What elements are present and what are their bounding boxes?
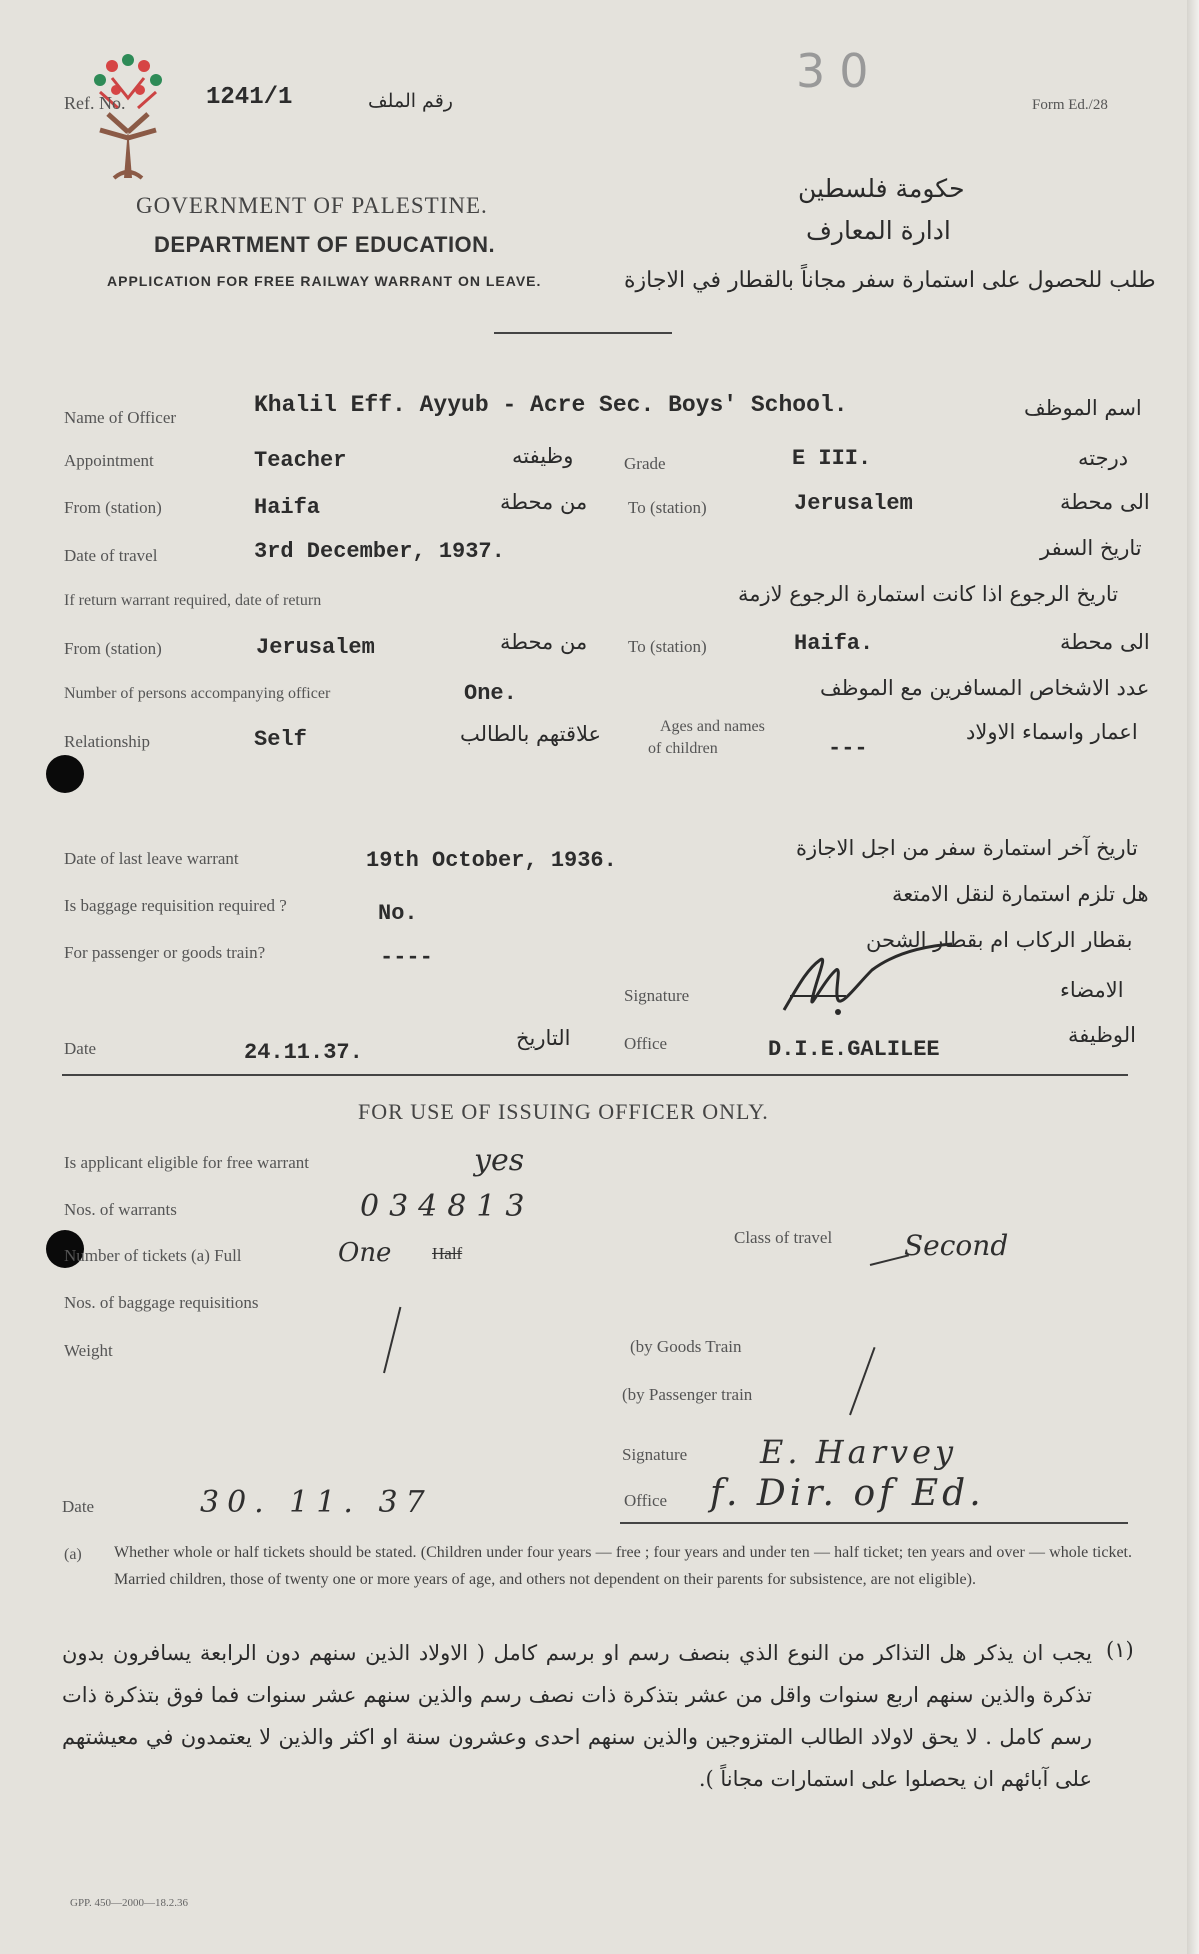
government-title: GOVERNMENT OF PALESTINE. bbox=[136, 193, 488, 218]
form-subtitle: APPLICATION FOR FREE RAILWAY WARRANT ON LEAVE. bbox=[107, 273, 542, 289]
return-to-value: Haifa. bbox=[794, 631, 874, 656]
train-value: ---- bbox=[380, 945, 433, 970]
last-warrant-value: 19th October, 1936. bbox=[366, 848, 617, 873]
last-warrant-label-ar: تاريخ آخر استمارة سفر من اجل الاجازة bbox=[796, 836, 1138, 860]
persons-label-ar: عدد الاشخاص المسافرين مع الموظف bbox=[820, 676, 1150, 700]
appointment-value: Teacher bbox=[254, 448, 347, 473]
ref-number: 1241/1 bbox=[206, 84, 293, 111]
relationship-label-ar: علاقتهم بالطالب bbox=[460, 722, 602, 746]
issuing-signature-label: Signature bbox=[622, 1445, 688, 1464]
baggage-req-label: Nos. of baggage requisitions bbox=[64, 1293, 259, 1312]
from-station-value: Haifa bbox=[254, 495, 321, 520]
applicant-signature bbox=[776, 940, 956, 1020]
name-label: Name of Officer bbox=[64, 408, 177, 427]
baggage-slash bbox=[383, 1307, 401, 1373]
return-label-ar: تاريخ الرجوع اذا كانت استمارة الرجوع لازمة bbox=[738, 582, 1119, 606]
form-subtitle-ar: طلب للحصول على استمارة سفر مجاناً بالقطار في الاجازة bbox=[624, 268, 1156, 293]
department-title-ar: ادارة المعارف bbox=[806, 216, 951, 245]
signature-label: Signature bbox=[624, 986, 690, 1005]
grade-label-ar: درجته bbox=[1078, 446, 1129, 470]
issuing-signature-value: E. Harvey bbox=[760, 1433, 958, 1471]
date-label-ar: التاريخ bbox=[516, 1026, 571, 1050]
return-from-label-ar: من محطة bbox=[500, 630, 588, 654]
issuing-office-label: Office bbox=[624, 1491, 668, 1510]
persons-label: Number of persons accompanying officer bbox=[64, 685, 331, 702]
office-label: Office bbox=[624, 1034, 668, 1053]
train-label-ar: بقطار الركاب ام بقطار الشحن bbox=[866, 928, 1133, 952]
eligible-value: yes bbox=[474, 1143, 525, 1178]
return-to-label: To (station) bbox=[628, 637, 707, 656]
baggage-value: No. bbox=[378, 901, 418, 926]
footnote-text: Whether whole or half tickets should be stated. (Children under four years — free ; four years and under ten — half ticket; ten years and over — whole ticket. Married children, those of twenty one or more years of age, and others not dependent on their parents for subsistence, are not eligible). bbox=[114, 1544, 1132, 1588]
travel-date-value: 3rd December, 1937. bbox=[254, 539, 505, 564]
baggage-label-ar: هل تلزم استمارة لنقل الامتعة bbox=[892, 882, 1149, 906]
persons-value: One. bbox=[464, 681, 517, 706]
footnote-marker-ar: (١) bbox=[1106, 1638, 1134, 1662]
footnote-marker: (a) bbox=[64, 1546, 82, 1563]
to-station-value: Jerusalem bbox=[794, 491, 913, 516]
children-label-ar: اعمار واسماء الاولاد bbox=[966, 720, 1138, 744]
date-value: 24.11.37. bbox=[244, 1040, 363, 1065]
archive-logo bbox=[78, 48, 178, 188]
return-to-label-ar: الى محطة bbox=[1060, 630, 1150, 654]
name-label-ar: اسم الموظف bbox=[1024, 396, 1142, 420]
header-divider bbox=[494, 332, 672, 334]
baggage-label: Is baggage requisition required ? bbox=[64, 896, 287, 915]
last-warrant-label: Date of last leave warrant bbox=[64, 849, 239, 868]
goods-label: (by Goods Train bbox=[630, 1337, 742, 1356]
tickets-value: One bbox=[338, 1238, 392, 1268]
signature-label-ar: الامضاء bbox=[1060, 978, 1124, 1002]
relationship-label: Relationship bbox=[64, 732, 150, 751]
tickets-half: Half bbox=[432, 1244, 463, 1263]
weight-label: Weight bbox=[64, 1341, 113, 1360]
from-station-label-ar: من محطة bbox=[500, 490, 588, 514]
issuing-divider bbox=[620, 1522, 1128, 1524]
name-value: Khalil Eff. Ayyub - Acre Sec. Boys' School. bbox=[254, 392, 848, 418]
grade-label: Grade bbox=[624, 454, 666, 473]
class-label: Class of travel bbox=[734, 1228, 833, 1247]
section-divider bbox=[62, 1074, 1128, 1076]
office-value: D.I.E.GALILEE bbox=[768, 1037, 940, 1062]
passenger-label: (by Passenger train bbox=[622, 1385, 753, 1404]
punch-hole-top bbox=[46, 755, 84, 793]
paper-edge bbox=[1187, 0, 1199, 1954]
date-label: Date bbox=[64, 1039, 97, 1058]
issuing-office-value: f. Dir. of Ed. bbox=[710, 1473, 985, 1514]
return-label: If return warrant required, date of return bbox=[64, 592, 322, 609]
printer-imprint: GPP. 450—2000—18.2.36 bbox=[70, 1897, 188, 1909]
travel-date-label: Date of travel bbox=[64, 546, 158, 565]
to-station-label: To (station) bbox=[628, 498, 707, 517]
class-value: Second bbox=[904, 1229, 1009, 1262]
eligible-label: Is applicant eligible for free warrant bbox=[64, 1153, 309, 1172]
children-label-line2: of children bbox=[648, 740, 718, 757]
relationship-value: Self bbox=[254, 727, 307, 752]
to-station-label-ar: الى محطة bbox=[1060, 490, 1150, 514]
ref-label: Ref. No. bbox=[64, 93, 126, 113]
department-title: DEPARTMENT OF EDUCATION. bbox=[154, 232, 496, 257]
children-value: --- bbox=[828, 736, 868, 761]
return-from-value: Jerusalem bbox=[256, 635, 375, 660]
issuing-date-label: Date bbox=[62, 1497, 95, 1516]
warrants-label: Nos. of warrants bbox=[64, 1200, 177, 1219]
tickets-label: Number of tickets (a) Full bbox=[64, 1246, 242, 1265]
children-label-line1: Ages and names bbox=[660, 718, 765, 735]
appointment-label: Appointment bbox=[64, 451, 154, 470]
ref-label-ar: رقم الملف bbox=[368, 90, 453, 112]
issuing-date-value: 30. 11. 37 bbox=[200, 1485, 433, 1520]
warrants-value: 034813 bbox=[360, 1189, 535, 1224]
from-station-label: From (station) bbox=[64, 498, 162, 517]
page-number: 30 bbox=[796, 44, 883, 98]
appointment-label-ar: وظيفته bbox=[512, 444, 574, 468]
travel-date-label-ar: تاريخ السفر bbox=[1040, 536, 1142, 560]
grade-value: E III. bbox=[792, 446, 872, 471]
government-title-ar: حكومة فلسطين bbox=[798, 174, 965, 203]
form-number: Form Ed./28 bbox=[1032, 97, 1108, 113]
weight-slash bbox=[849, 1347, 876, 1415]
train-label: For passenger or goods train? bbox=[64, 943, 266, 962]
issuing-heading: FOR USE OF ISSUING OFFICER ONLY. bbox=[358, 1099, 769, 1124]
return-from-label: From (station) bbox=[64, 639, 162, 658]
footnote-text-ar: يجب ان يذكر هل التذاكر من النوع الذي بنصف رسم او برسم كامل ( الاولاد الذين سنهم دون الرابعة يسافرون بدون تذكرة والذين سنهم اربع سنوات واقل من عشر بتذكرة ذات نصف رسم والذين سنهم عشر سنوات فما فوق بتذكرة ذات رسم كامل . لا يحق لاولاد الطالب المتزوجين والذين سنهم احدى وعشرون سنة او اكثر والذين لا يعتمدون في معيشتهم على آبائهم ان يحصلوا على استمارات مجاناً ). bbox=[62, 1641, 1092, 1791]
office-label-ar: الوظيفة bbox=[1068, 1023, 1137, 1047]
